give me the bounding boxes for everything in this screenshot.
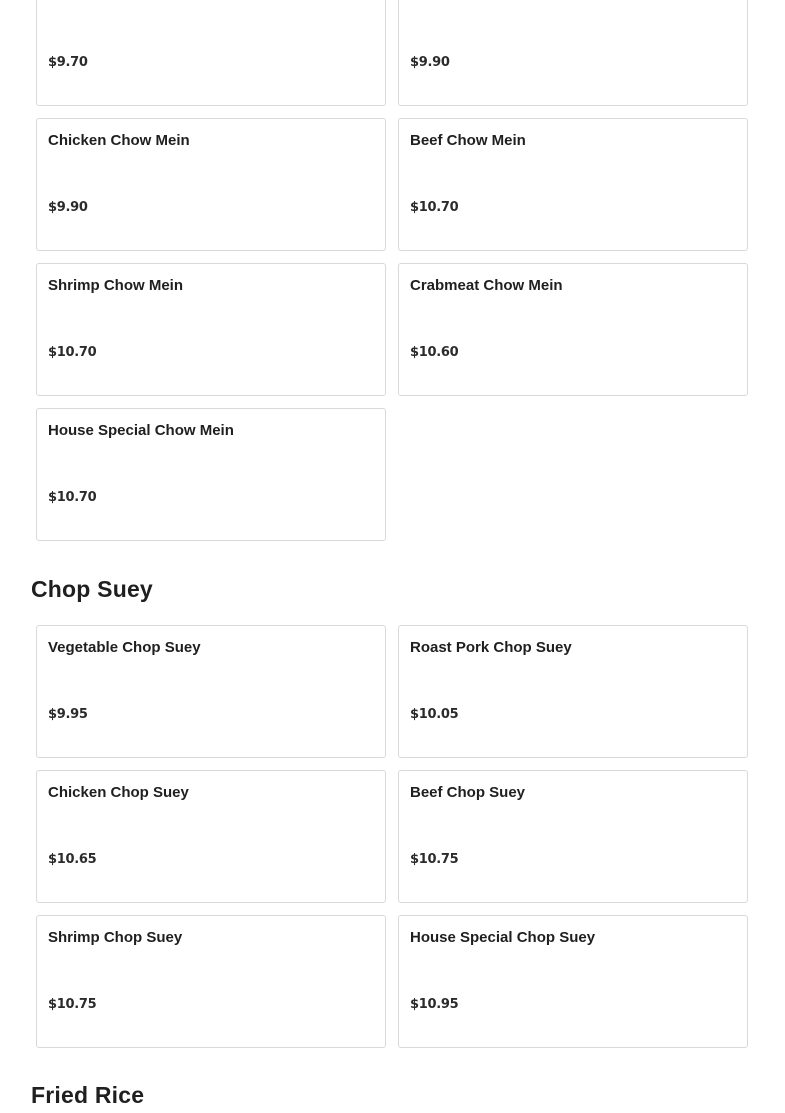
menu-item-price: $10.75 (48, 997, 97, 1012)
menu-item-price: $10.70 (48, 490, 97, 505)
menu-item-card[interactable] (398, 263, 748, 396)
menu-item-price: $10.60 (410, 345, 459, 360)
menu-item-card[interactable] (36, 0, 386, 106)
menu-item-card[interactable] (398, 770, 748, 903)
menu-item-name: Beef Chop Suey (410, 784, 526, 801)
menu-item-card[interactable] (398, 118, 748, 251)
menu-item-price: $9.90 (48, 200, 88, 215)
menu-item-price: $10.75 (410, 852, 459, 867)
menu-item-name: Chicken Chow Mein (48, 132, 190, 149)
menu-item-name: House Special Chow Mein (48, 422, 234, 439)
menu-item-price: $9.90 (410, 55, 450, 70)
menu-item-price: $9.70 (48, 55, 88, 70)
menu-item-card[interactable] (36, 408, 386, 541)
menu-item-card[interactable] (398, 0, 748, 106)
menu-item-card[interactable] (36, 118, 386, 251)
menu-item-price: $10.70 (48, 345, 97, 360)
menu-item-name: Crabmeat Chow Mein (410, 277, 563, 294)
menu-item-price: $10.05 (410, 707, 459, 722)
menu-item-name: Shrimp Chow Mein (48, 277, 183, 294)
menu-item-price: $10.95 (410, 997, 459, 1012)
menu-item-name: Vegetable Chop Suey (48, 639, 201, 656)
section-title-chop-suey: Chop Suey (31, 576, 153, 602)
menu-item-card[interactable] (36, 770, 386, 903)
menu-item-name: House Special Chop Suey (410, 929, 596, 946)
menu-item-card[interactable] (36, 915, 386, 1048)
menu-item-card[interactable] (398, 915, 748, 1048)
menu-item-name: Roast Pork Chop Suey (410, 639, 572, 656)
menu-item-card[interactable] (36, 263, 386, 396)
menu-item-name: Shrimp Chop Suey (48, 929, 183, 946)
menu-item-price: $10.65 (48, 852, 97, 867)
menu-item-card[interactable] (398, 625, 748, 758)
menu-item-name: Beef Chow Mein (410, 132, 526, 149)
menu-item-name: Chicken Chop Suey (48, 784, 189, 801)
menu-item-card[interactable] (36, 625, 386, 758)
menu-item-price: $9.95 (48, 707, 88, 722)
section-title-fried-rice: Fried Rice (31, 1082, 145, 1108)
menu-item-price: $10.70 (410, 200, 459, 215)
